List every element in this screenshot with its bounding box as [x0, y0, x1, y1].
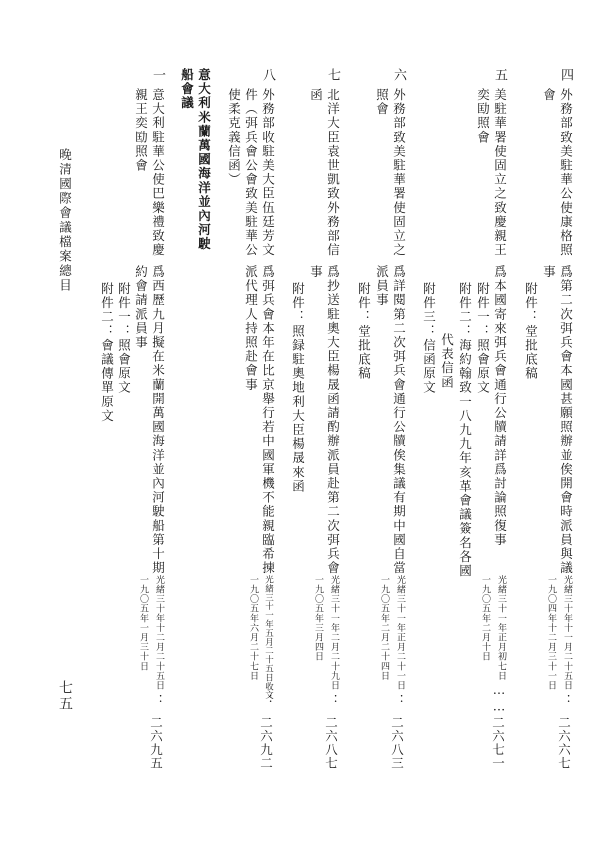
attachment: 附件：照録駐奧地利大臣楊晟來函 — [290, 282, 306, 494]
entry-date-western: 一九〇五年二月十日 — [480, 575, 490, 662]
entry-date-western: 一九〇五年六月二十七日 — [248, 575, 258, 681]
section-heading: 船會議 — [179, 68, 195, 111]
entry-title: 函 — [308, 88, 324, 103]
entry-title: 北洋大臣袁世凱致外務部信 — [325, 88, 341, 258]
entry-summary: 爲抄送駐奧大臣楊晟函請酌辦派員赴第二次弭兵會 — [325, 265, 341, 576]
attachment: 附件：堂批底稿 — [523, 282, 539, 381]
entry-summary: 爲詳閱第二次弭兵會通行公牘俟集議有期中國自當 — [391, 265, 407, 576]
page-number: 二六六七 — [556, 716, 572, 770]
entry-date-western: 一九〇四年十二月三十一日 — [546, 575, 556, 691]
entry-date-western: 一九〇五年三月四日 — [313, 575, 323, 662]
attachment: 代表信函 — [439, 333, 455, 390]
leader-dots: ： — [324, 694, 340, 709]
entry-summary: 事 — [541, 265, 557, 280]
entry-title: 親王奕劻照會 — [133, 88, 149, 173]
entry-summary: 事 — [308, 265, 324, 280]
entry-summary: 派代理人持照赴會事 — [243, 265, 259, 392]
entry-summary: 約會請派員事 — [133, 265, 149, 350]
leader-dots: …… — [491, 682, 507, 716]
entry-date-western: 一九〇五年二月二十四日 — [379, 575, 389, 681]
entry-summary: 爲本國寄來弭兵會通行公牘請詳爲討論照復事 — [492, 265, 508, 547]
entry-title: 外務部致美駐華署使固立之 — [391, 88, 407, 258]
entry-summary: 爲弭兵會本年在比京舉行若中國軍機不能親臨希揀 — [260, 265, 276, 576]
attachment: 附件一：照會原文 — [475, 282, 491, 395]
attachment: 附件一：照會原文 — [116, 282, 132, 395]
entry-number: 四 — [558, 68, 573, 83]
attachment: 附件：堂批底稿 — [356, 282, 372, 381]
page-number: 二六九二 — [258, 716, 274, 770]
entry-title: 意大利駐華公使巴樂禮致慶 — [150, 88, 166, 258]
entry-date: 光緒三十一年五月二十五日收文 — [263, 575, 274, 700]
attachment: 附件三：信函原文 — [421, 282, 437, 395]
entry-date: 光緒三十一年正月初七日 — [496, 575, 506, 681]
entry-title: 外務部收駐美大臣伍廷芳文 — [260, 88, 276, 258]
entry-date: 光緒三十年十二月二十五日 — [154, 575, 164, 691]
folio: 七五 — [57, 680, 73, 712]
page-number: 二六八三 — [389, 716, 405, 770]
leader-dots: ： — [149, 694, 165, 709]
entry-date: 光緒三十年十一月二十五日 — [562, 575, 572, 691]
attachment: 附件二：會議傳單原文 — [99, 282, 115, 423]
entry-number: 七 — [325, 68, 340, 83]
entry-date: 光緒三十一年二月二十九日 — [329, 575, 339, 691]
entry-title: 照會 — [374, 88, 390, 117]
page-number: 二六七一 — [490, 716, 506, 770]
entry-date-western: 一九〇五年一月三十日 — [138, 575, 148, 671]
entry-summary: 爲第二次弭兵會本國甚願照辦並俟開會時派員與議 — [558, 265, 574, 576]
entry-date: 光緒三十一年正月二十一日 — [395, 575, 405, 691]
entry-title: 外務部致美駐華公使康格照 — [558, 88, 574, 258]
attachment: 附件二：海約翰致一八九九年亥革會議簽名各國 — [457, 282, 473, 579]
entry-title: 奕劻照會 — [475, 88, 491, 145]
section-heading: 意大利米蘭萬國海洋並內河駛 — [196, 68, 212, 252]
entry-title: 件（弭兵會公會致美駐華公 — [243, 88, 259, 258]
running-head: 晚清國際會議檔案總目 — [57, 148, 73, 293]
leader-dots: ： — [259, 694, 275, 709]
entry-number: 八 — [260, 68, 275, 83]
page-number: 二六八七 — [323, 716, 339, 770]
entry-title: 使柔克義信函） — [226, 88, 242, 187]
entry-title: 美駐華署使固立之致慶親王 — [492, 88, 508, 258]
leader-dots: ： — [390, 694, 406, 709]
entry-number: 一 — [150, 68, 165, 83]
leader-dots: ： — [557, 694, 573, 709]
entry-summary: 爲西歷九月擬在米蘭開萬國海洋並內河駛船第十期 — [150, 265, 166, 576]
entry-title: 會 — [541, 88, 557, 103]
entry-summary: 派員事 — [374, 265, 390, 308]
entry-number: 五 — [492, 68, 507, 83]
entry-number: 六 — [391, 68, 406, 83]
page-number: 二六九五 — [148, 716, 164, 770]
